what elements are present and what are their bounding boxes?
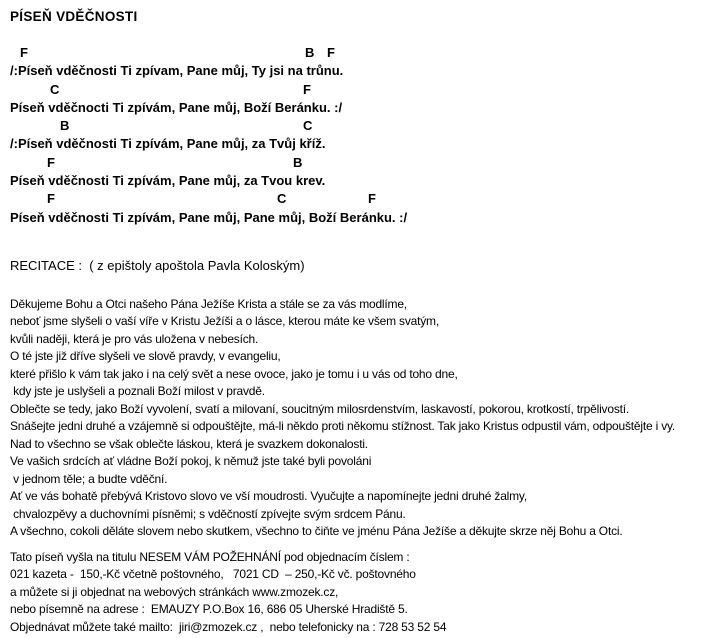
- recitace-line: Ať ve vás bohatě přebývá Kristovo slovo ve vší moudrosti. Vyučujte a napomínejte jedni druhé žalmy,: [10, 489, 527, 504]
- chord-row: [10, 44, 718, 62]
- recitace-line: které přišlo k vám tak jako i na celý svět a nese ovoce, jako je tomu i u vás od toho dne,: [10, 366, 458, 381]
- ordering-info-line: nebo písemně na adrese : EMAUZY P.O.Box 16, 686 05 Uherské Hradiště 5.: [10, 602, 408, 617]
- ordering-info-section: [10, 549, 718, 637]
- chord-label: F: [47, 154, 55, 170]
- chord-label: F: [327, 45, 335, 60]
- lyric-line: Píseň vděčnosti Ti zpívám, Pane můj, Pane můj, Boží Beránku. :/: [10, 209, 408, 225]
- chord-label: F: [303, 81, 311, 97]
- recitace-line: Děkujeme Bohu a Otci našeho Pána Ježíše Krista a stále se za vás modlíme,: [10, 296, 407, 311]
- chord-label: B: [60, 118, 70, 134]
- recitace-line: Snášejte jedni druhé a vzájemně si odpouštějte, má-li někdo proti někomu stížnost. Tak jako Kristus odpustil vám, odpouštějte i vy.: [10, 419, 676, 434]
- chord-label: C: [277, 191, 287, 207]
- lyric-line: /:Píseň vděčnosti Ti zpívám, Pane můj, za Tvůj kříž.: [10, 136, 326, 152]
- song-lyrics-section: [10, 44, 718, 227]
- recitace-line: O té jste již dříve slyšeli ve slově pravdy, v evangeliu,: [10, 349, 281, 364]
- ordering-info-line: Objednávat můžete také mailto: jiri@zmozek.cz , nebo telefonicky na : 728 53 52 54: [10, 619, 447, 634]
- recitace-line: kdy jste je uslyšeli a poznali Boží milost v pravdě.: [10, 384, 265, 399]
- chord-label: F: [20, 45, 28, 60]
- recitace-line: Oblečte se tedy, jako Boží vyvolení, svatí a milovaní, soucitným milosrdenstvím, laskavostí, pokorou, krotkostí, trpělivostí.: [10, 401, 630, 416]
- lyric-line: Píseň vděčnocti Ti zpívám, Pane můj, Boží Beránku. :/: [10, 99, 343, 115]
- chord-label: B: [293, 154, 303, 170]
- recitace-line: kvůli naději, která je pro vás uložena v nebesích.: [10, 331, 259, 346]
- lyric-line: /:Píseň vděčnosti Ti zpívam, Pane můj, Ty jsi na trůnu.: [10, 63, 344, 79]
- ordering-info-line: Tato píseň vyšla na titulu NESEM VÁM POŽEHNÁNÍ pod objednacím číslem :: [10, 549, 410, 564]
- recitace-heading: RECITACE : ( z epištoly apoštola Pavla Koloským): [10, 257, 305, 273]
- chord-row: [10, 117, 718, 135]
- recitace-line: Nad to všechno se však oblečte láskou, která je svazkem dokonalosti.: [10, 436, 368, 451]
- recitace-line: Ve vašich srdcích ať vládne Boží pokoj, k němuž jste také byli povoláni: [10, 454, 372, 469]
- chord-row: [10, 154, 718, 172]
- chord-row: [10, 190, 718, 208]
- chord-label: F: [47, 191, 55, 207]
- chord-row: [10, 81, 718, 99]
- ordering-info-line: 021 kazeta - 150,-Kč včetně poštovného, 7021 CD – 250,-Kč vč. poštovného: [10, 567, 416, 582]
- lyric-line: Píseň vděčnosti Ti zpívám, Pane můj, za Tvou krev.: [10, 173, 326, 189]
- recitace-line: chvalozpěvy a duchovními písněmi; s vděčností zpívejte svým srdcem Pánu.: [10, 506, 406, 521]
- chord-label: C: [303, 118, 313, 134]
- chord-label: F: [368, 191, 376, 207]
- chord-label: B: [305, 45, 315, 60]
- recitace-line: neboť jsme slyšeli o vaší víře v Kristu Ježíši a o lásce, kterou máte ke všem svatým,: [10, 314, 439, 329]
- recitace-line: v jednom těle; a budte vděční.: [10, 471, 168, 486]
- recitace-line: A všechno, cokoli děláte slovem nebo skutkem, všechno to čiňte ve jménu Pána Ježíše a děkujte skrze něj Bohu a Otci.: [10, 524, 623, 539]
- ordering-info-line: a můžete si ji objednat na webových stránkách www.zmozek.cz,: [10, 584, 339, 599]
- chord-label: C: [50, 81, 60, 97]
- recitace-text-section: [10, 296, 718, 541]
- page-title: PÍSEŇ VDĚČNOSTI: [10, 9, 138, 24]
